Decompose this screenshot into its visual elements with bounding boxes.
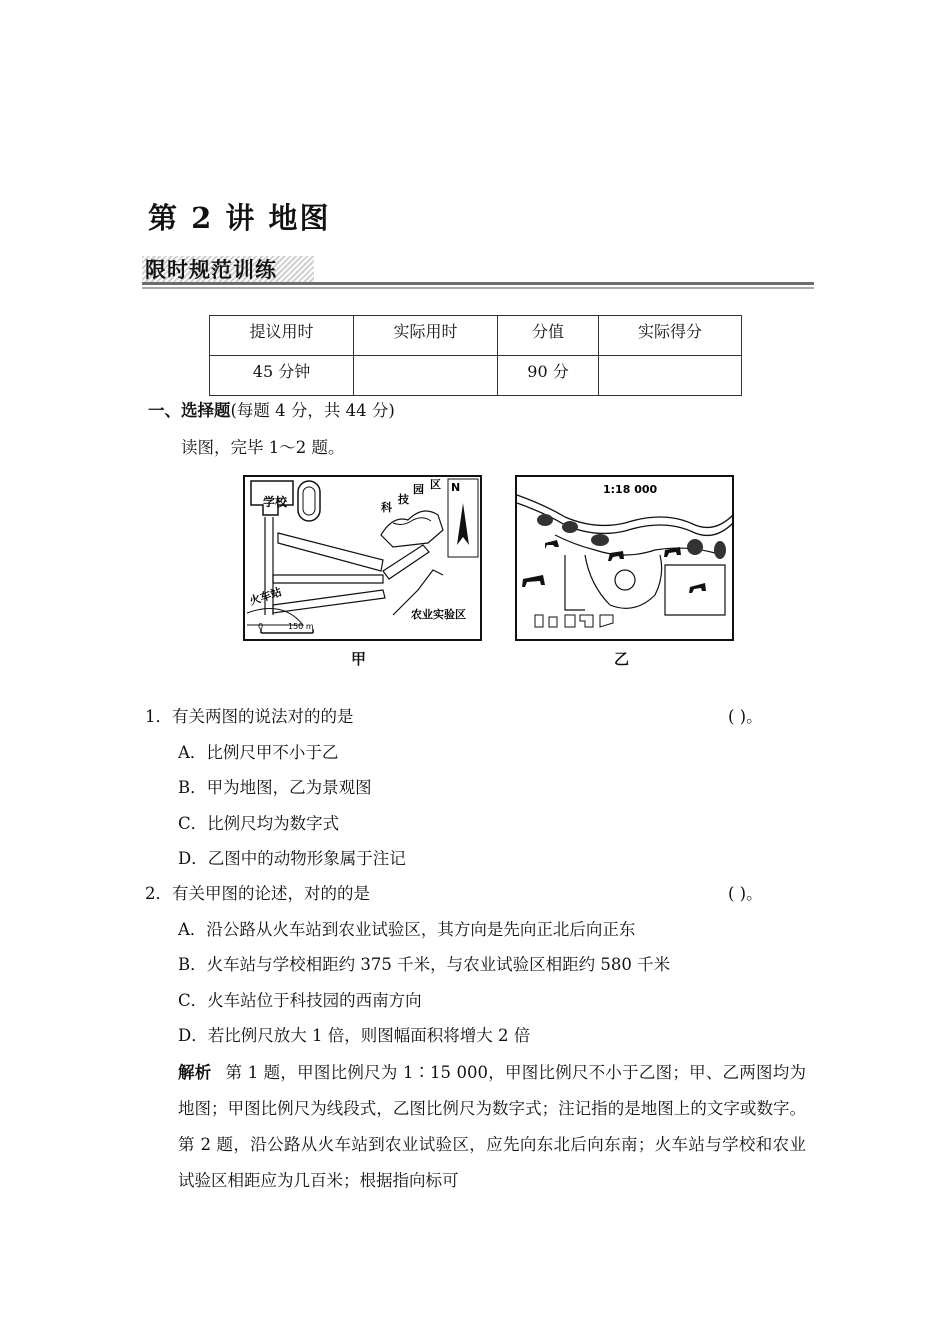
section-banner: 限时规范训练 [145,258,277,282]
scale-text: 1:18 000 [603,483,658,496]
label-park-2: 技 [398,493,409,506]
section-heading-note: (每题 4 分，共 44 分) [230,401,395,420]
question-1-option-d: D．乙图中的动物形象属于注记 [178,849,406,868]
table-row [210,356,742,396]
label-station: 火车站 [247,585,284,608]
question-2-stem: 2．有关甲图的论述，对的的是 [145,884,370,903]
label-park-3: 园 [413,483,424,496]
section-heading-label: 一、选择题 [148,401,231,420]
question-2-option-c: C．火车站位于科技园的西南方向 [178,991,422,1010]
scale-length: 150 m [288,622,314,631]
table-header-cell: 提议用时 [210,316,354,356]
analysis-paragraph [178,1055,806,1199]
table-cell [354,356,498,396]
table-header-cell: 实际用时 [354,316,498,356]
north-label: N [451,481,461,494]
question-1-option-a: A．比例尺甲不小于乙 [178,743,339,762]
table-header-row [210,316,742,356]
label-farm: 农业实验区 [411,608,466,621]
label-park-4: 区 [430,478,441,491]
instruction: 读图，完毕 1～2 题。 [181,438,345,457]
question-2-option-a: A．沿公路从火车站到农业试验区，其方向是先向正北后向正东 [178,920,636,939]
question-2-option-d: D．若比例尺放大 1 倍，则图幅面积将增大 2 倍 [178,1026,531,1045]
question-2-answer-paren: ( )。 [728,884,763,903]
analysis-label: 解析 [178,1063,212,1082]
table-header-cell: 分值 [498,316,599,356]
section-heading [148,399,395,423]
banner-rule-light [142,287,814,289]
table-cell: 90 分 [498,356,599,396]
map-yi [515,475,735,642]
analysis-text: 第 1 题，甲图比例尺为 1∶15 000，甲图比例尺不小于乙图；甲、乙两图均为地图；甲图比例尺为线段式，乙图比例尺为数字式；注记指的是地图上的文字或数字。第 2 题，沿公路从火车站到农业试验区，应先向东北后向东南；火车站与学校和农业试验区相距应为几百米；根据指向标可 [178,1063,807,1190]
page-title: 第 2 讲 地图 [148,201,331,235]
scale-zero: 0 [258,622,264,631]
question-1-stem: 1．有关两图的说法对的的是 [145,707,354,726]
question-1-answer-paren: ( )。 [728,707,763,726]
question-1-option-c: C．比例尺均为数字式 [178,814,340,833]
table-header-cell: 实际得分 [599,316,742,356]
table-cell [599,356,742,396]
banner-rule [142,282,814,285]
time-table [209,315,742,396]
caption-jia: 甲 [351,650,367,668]
caption-yi: 乙 [614,650,630,668]
table-cell: 45 分钟 [210,356,354,396]
label-park-1: 科 [381,501,392,514]
label-school: 学校 [263,495,288,509]
question-2-option-b: B．火车站与学校相距约 375 千米，与农业试验区相距约 580 千米 [178,955,671,974]
question-1-option-b: B．甲为地图，乙为景观图 [178,778,372,797]
map-jia [243,475,483,642]
